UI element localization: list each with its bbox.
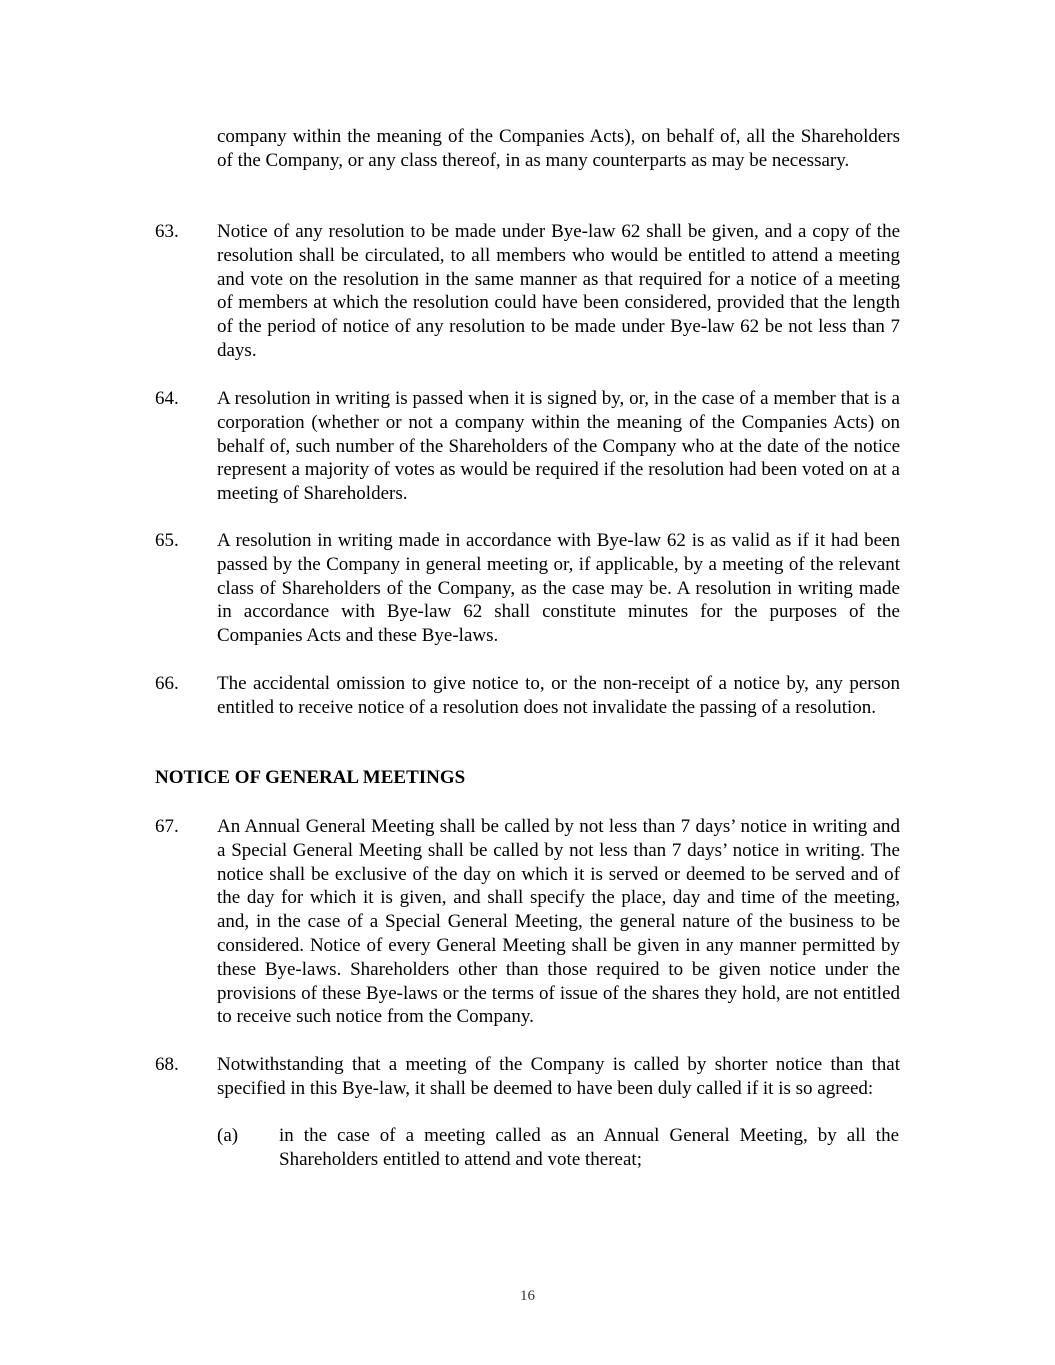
page-number: 16: [520, 1288, 535, 1304]
clause-number-68: 68.: [155, 1054, 179, 1075]
clause-67-text: An Annual General Meeting shall be called by not less than 7 days’ notice in writing and a Special General Meeting shall be called by not less than 7 days’ notice in writing. The notice shall be exclusive of the day on which it is served or deemed to be served and of the day for which it is given, and shall specify the place, day and time of the meeting, and, in the case of a Special General Meeting, the general nature of the business to be considered. Notice of every General Meeting shall be given in any manner permitted by these Bye-laws. Shareholders other than those required to be given notice under the provisions of these Bye-laws or the terms of issue of the shares they hold, are not entitled to receive such notice from the Company.: [217, 816, 900, 1028]
clause-number-63: 63.: [155, 221, 179, 242]
clause-64-text: A resolution in writing is passed when it is signed by, or, in the case of a member that is a corporation (whether or not a company within the meaning of the Companies Acts) on behalf of, such number of the Shareholders of the Company who at the date of the notice represent a majority of votes as would be required if the resolution had been voted on at a meeting of Shareholders.: [217, 388, 900, 505]
continuation-paragraph: company within the meaning of the Companies Acts), on behalf of, all the Shareholders of the Company, or any class thereof, in as many counterparts as may be necessary.: [217, 126, 900, 171]
clause-number-64: 64.: [155, 388, 179, 409]
clause-68-text: Notwithstanding that a meeting of the Company is called by shorter notice than that specified in this Bye-law, it shall be deemed to have been duly called if it is so agreed:: [217, 1054, 900, 1099]
clause-number-67: 67.: [155, 816, 179, 837]
clause-66-text: The accidental omission to give notice to, or the non-receipt of a notice by, any person entitled to receive notice of a resolution does not invalidate the passing of a resolution.: [217, 673, 900, 718]
sub-item-label: (a): [217, 1125, 239, 1146]
clause-65-text: A resolution in writing made in accordance with Bye-law 62 is as valid as if it had been passed by the Company in general meeting or, if applicable, by a meeting of the relevant class of Shareholders of the Company, as the case may be. A resolution in writing made in accordance with Bye-law 62 shall constitute minutes for the purposes of the Companies Acts and these Bye-laws.: [217, 530, 900, 647]
clause-number-66: 66.: [155, 673, 179, 694]
clause-63-text: Notice of any resolution to be made under Bye-law 62 shall be given, and a copy of the resolution shall be circulated, to all members who would be entitled to attend a meeting and vote on the resolution in the same manner as that required for a notice of a meeting of members at which the resolution could have been considered, provided that the length of the period of notice of any resolution to be made under Bye-law 62 be not less than 7 days.: [217, 221, 900, 361]
clause-number-65: 65.: [155, 530, 179, 551]
section-heading: NOTICE OF GENERAL MEETINGS: [155, 767, 466, 788]
sub-item-text: in the case of a meeting called as an Annual General Meeting, by all the Shareholders entitled to attend and vote thereat;: [279, 1125, 899, 1170]
